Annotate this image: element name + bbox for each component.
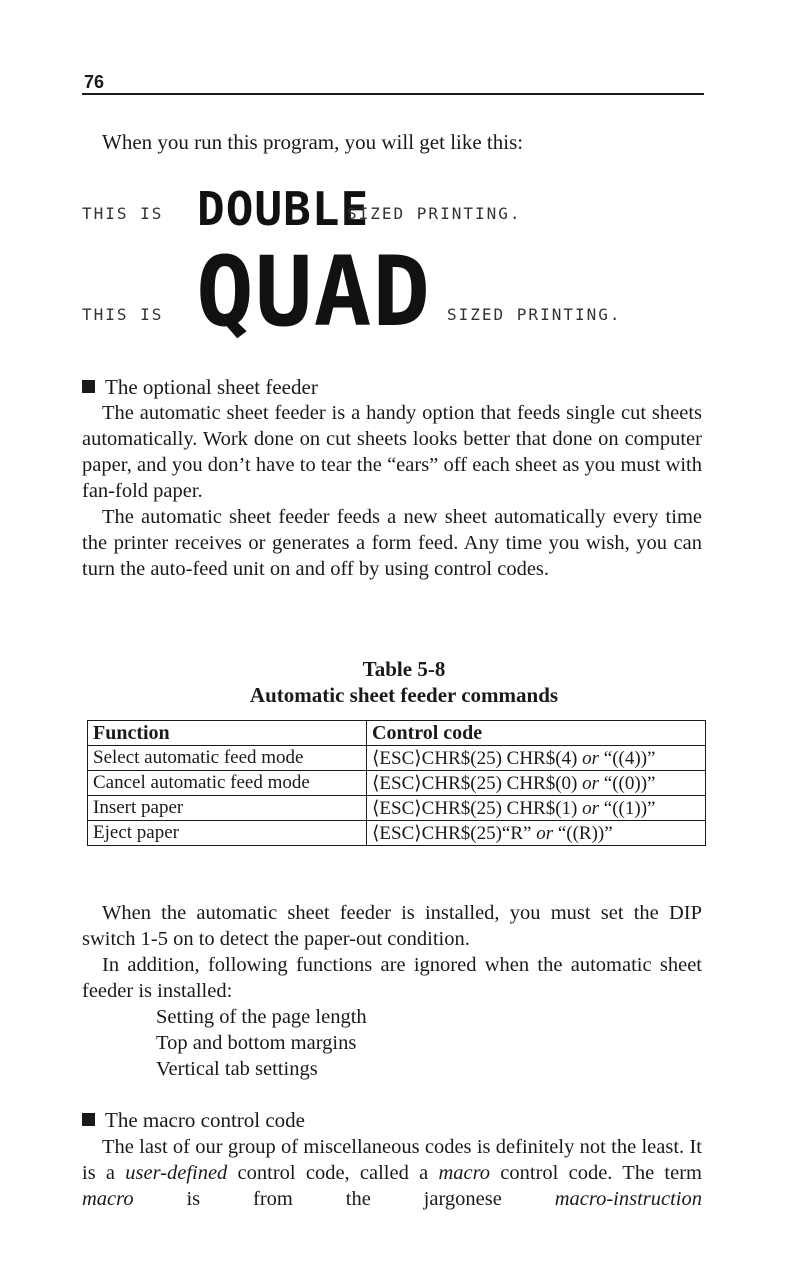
code-cell: ⟨ESC⟩CHR$(25) CHR$(1) or “((1))”	[367, 796, 706, 821]
installed-body	[82, 900, 702, 1004]
commands-table	[87, 720, 706, 846]
macro-para: The last of our group of miscellaneous codes is definitely not the least. It is a user-defined control code, called a macro control code. The term macro is from the jargonese macro-instruction	[82, 1136, 702, 1210]
code-cell: ⟨ESC⟩CHR$(25)“R” or “((R))”	[367, 821, 706, 846]
installed-para2: In addition, following functions are ignored when the automatic sheet feeder is installed:	[82, 954, 702, 1002]
sample-quad-word: QUAD	[196, 236, 432, 348]
macro-heading-text: The macro control code	[105, 1108, 305, 1132]
list-item: Top and bottom margins	[156, 1032, 357, 1054]
function-cell: Eject paper	[88, 821, 367, 846]
intro-text: When you run this program, you will get like this:	[102, 130, 524, 154]
code-cell: ⟨ESC⟩CHR$(25) CHR$(0) or “((0))”	[367, 771, 706, 796]
table-title: Automatic sheet feeder commands	[249, 683, 559, 707]
header-function: Function	[88, 721, 367, 746]
header-control-code: Control code	[367, 721, 706, 746]
bullet-icon	[82, 1113, 95, 1126]
sheet-feeder-body	[82, 400, 702, 582]
table-row	[88, 771, 706, 796]
sheet-feeder-heading	[82, 375, 318, 400]
function-cell: Cancel automatic feed mode	[88, 771, 367, 796]
sample-line1-prefix: THIS IS	[82, 204, 164, 223]
sheet-feeder-para2: The automatic sheet feeder feeds a new sheet automatically every time the printer receives or generates a form feed. Any time you wish, you can turn the auto-feed unit on and off by using control codes.	[82, 506, 702, 580]
sheet-feeder-heading-text: The optional sheet feeder	[105, 375, 318, 399]
sample-line1-suffix: SIZED PRINTING.	[347, 204, 522, 223]
installed-para1: When the automatic sheet feeder is installed, you must set the DIP switch 1-5 on to detect the paper-out condition.	[82, 902, 702, 950]
list-item: Setting of the page length	[156, 1006, 367, 1028]
table-row	[88, 821, 706, 846]
function-cell: Insert paper	[88, 796, 367, 821]
page-number: 76	[84, 72, 105, 92]
table-label: Table 5-8	[362, 657, 446, 681]
code-cell: ⟨ESC⟩CHR$(25) CHR$(4) or “((4))”	[367, 746, 706, 771]
table-header-row	[88, 721, 706, 746]
sample-line2-suffix: SIZED PRINTING.	[447, 305, 622, 324]
list-item: Vertical tab settings	[156, 1058, 318, 1080]
macro-heading	[82, 1108, 305, 1133]
table-row	[88, 746, 706, 771]
sample-line2-prefix: THIS IS	[82, 305, 164, 324]
sample-double-word: DOUBLE	[197, 182, 370, 236]
macro-body	[82, 1134, 702, 1212]
table-row	[88, 796, 706, 821]
bullet-icon	[82, 380, 95, 393]
header-rule	[82, 93, 704, 95]
sheet-feeder-para1: The automatic sheet feeder is a handy option that feeds single cut sheets automatically. Work done on cut sheets looks better that done on computer paper, and you don’t have to tear the “ears” off each sheet as you must with fan-fold paper.	[82, 402, 702, 502]
function-cell: Select automatic feed mode	[88, 746, 367, 771]
